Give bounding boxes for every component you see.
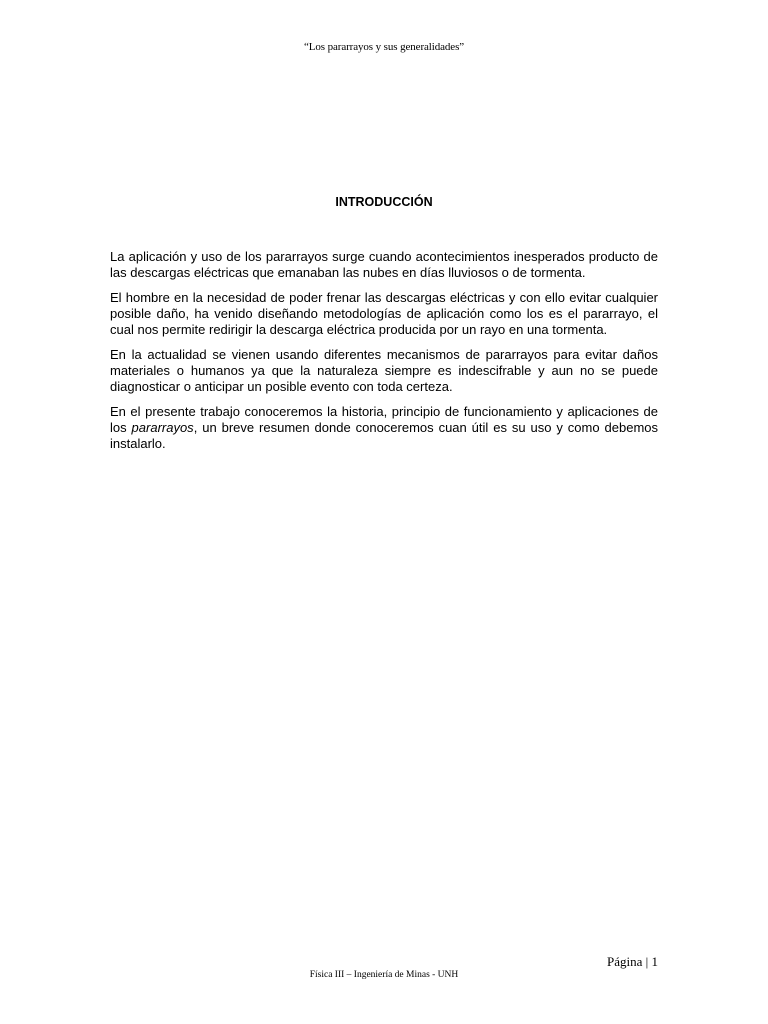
running-header: “Los pararrayos y sus generalidades” xyxy=(303,41,465,53)
paragraph-4 xyxy=(110,404,658,452)
paragraph-3: En la actualidad se vienen usando diferentes mecanismos de pararrayos para evitar daños materiales o humanos ya que la naturaleza siempre es indescifrable y aun no se puede diagnosticar o anticipar un posible evento con toda certeza. xyxy=(110,347,658,394)
paragraph-2: El hombre en la necesidad de poder frenar las descargas eléctricas y con ello evitar cualquier posible daño, ha venido diseñando metodologías de aplicación como los es el pararrayo, el cual nos permite redirigir la descarga eléctrica producida por un rayo en una tormenta. xyxy=(110,290,658,337)
section-title: INTRODUCCIÓN xyxy=(335,195,433,209)
running-footer: Física III – Ingeniería de Minas - UNH xyxy=(309,970,459,980)
paragraph-4-text-after: , un breve resumen donde conoceremos cuan útil es su uso y como debemos instalarlo. xyxy=(110,420,658,451)
page-number: Página | 1 xyxy=(607,954,658,969)
paragraph-4-text-before: En el presente trabajo conoceremos la historia, principio de funcionamiento y aplicaciones de los xyxy=(110,404,658,435)
paragraph-1: La aplicación y uso de los pararrayos surge cuando acontecimientos inesperados producto de las descargas eléctricas que emanaban las nubes en días lluviosos o de tormenta. xyxy=(110,249,658,280)
paragraph-4-emphasis: pararrayos xyxy=(131,420,194,435)
body-text xyxy=(110,249,658,461)
